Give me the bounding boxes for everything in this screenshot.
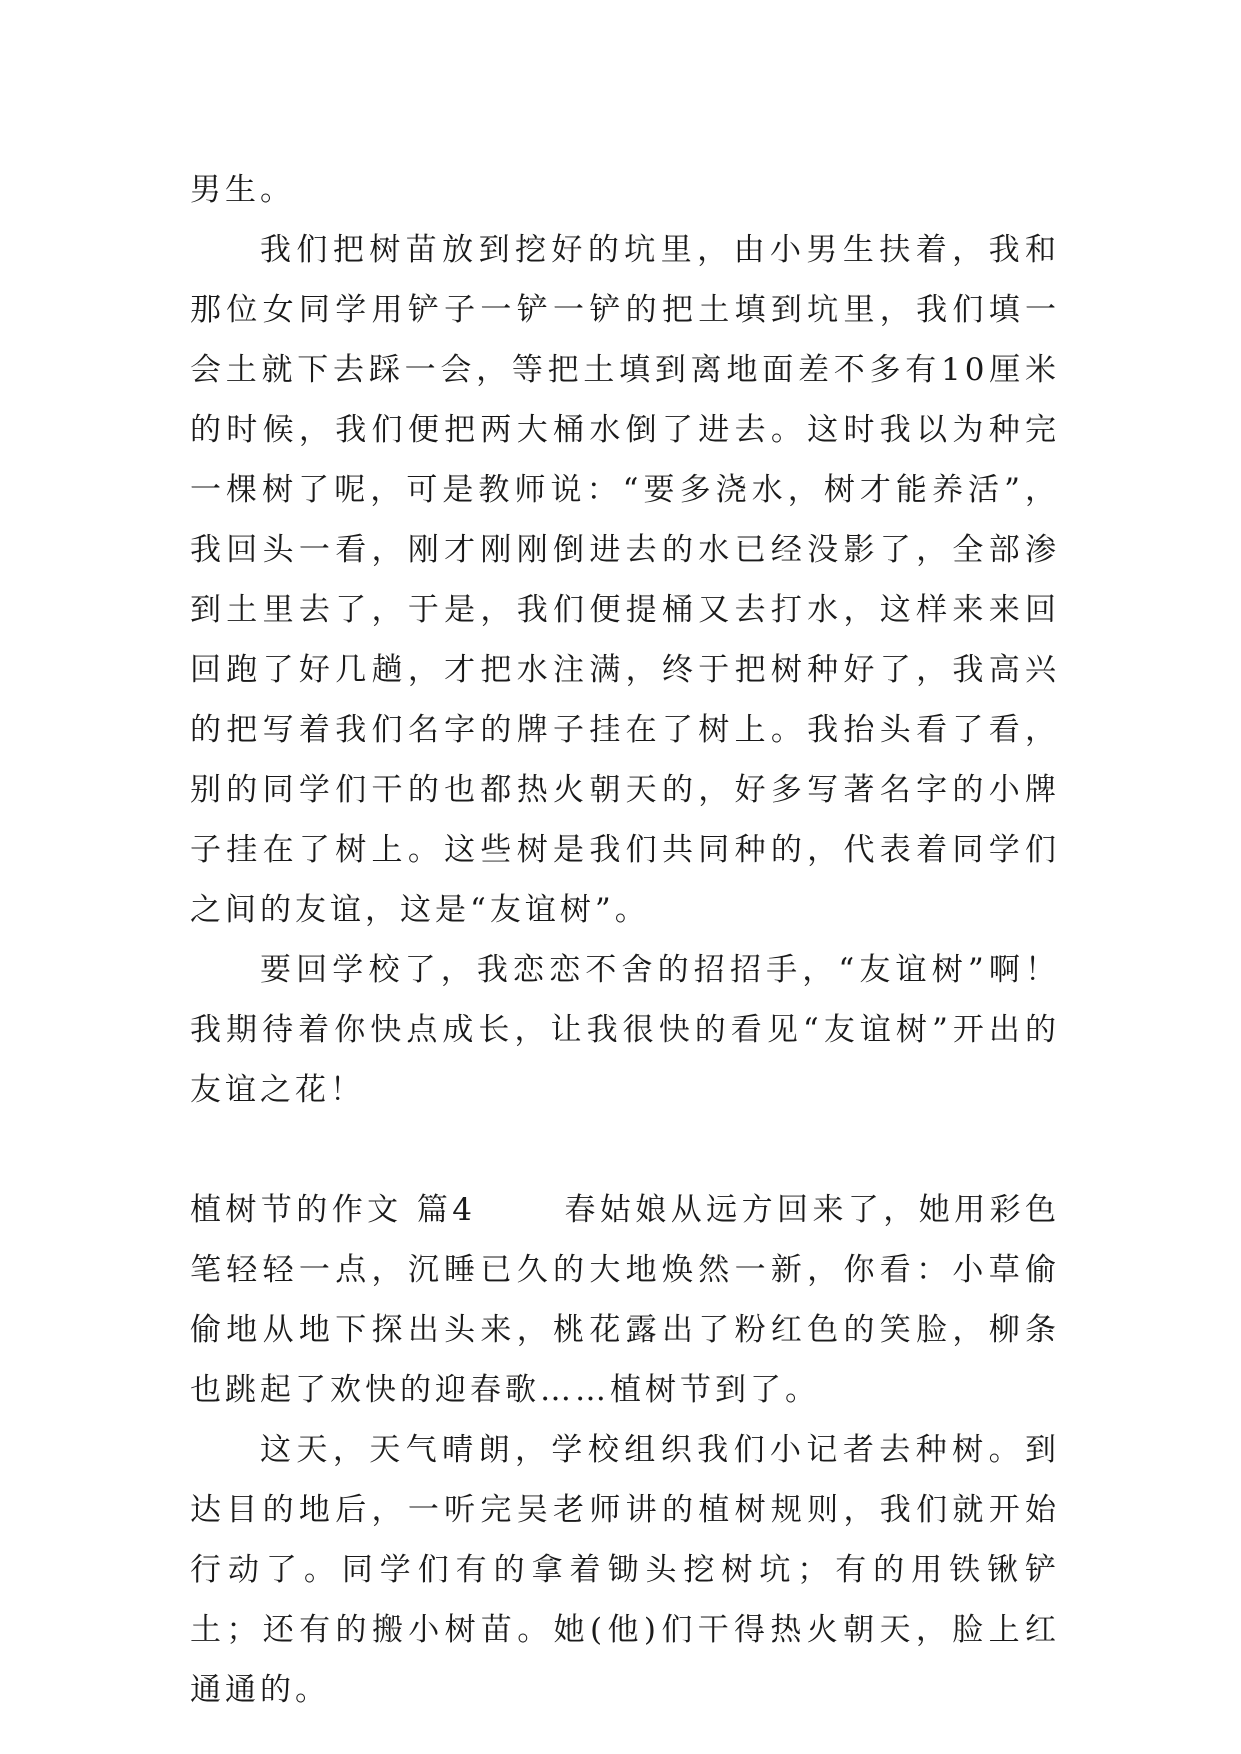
section-first-paragraph: 春姑娘从远方回来了，她用彩色笔轻轻一点，沉睡已久的大地焕然一新，你看：小草偷偷地从地下探出头来，桃花露出了粉红色的笑脸，柳条也跳起了欢快的迎春歌……植树节到了。 [190,1192,1061,1408]
document-body [190,160,1060,1720]
section-spacer [190,1120,1060,1180]
paragraph-continuation: 男生。 [190,172,295,208]
section-4-paragraph [190,1180,1060,1420]
section-title: 植树节的作文 篇4 [190,1192,477,1228]
paragraph-farewell: 要回学校了，我恋恋不舍的招招手，“友谊树”啊！我期待着你快点成长，让我很快的看见“友谊树”开出的友谊之花！ [190,952,1060,1108]
paragraph-tree-planting-day: 这天，天气晴朗，学校组织我们小记者去种树。到达目的地后，一听完吴老师讲的植树规则，我们就开始行动了。同学们有的拿着锄头挖树坑；有的用铁锹铲土；还有的搬小树苗。她(他)们干得热火朝天，脸上红通通的。 [190,1432,1060,1708]
paragraph-planting: 我们把树苗放到挖好的坑里，由小男生扶着，我和那位女同学用铲子一铲一铲的把土填到坑里，我们填一会土就下去踩一会，等把土填到离地面差不多有10厘米的时候，我们便把两大桶水倒了进去。这时我以为种完一棵树了呢，可是教师说：“要多浇水，树才能养活”，我回头一看，刚才刚刚倒进去的水已经没影了，全部渗到土里去了，于是，我们便提桶又去打水，这样来来回回跑了好几趟，才把水注满，终于把树种好了，我高兴的把写着我们名字的牌子挂在了树上。我抬头看了看，别的同学们干的也都热火朝天的，好多写著名字的小牌子挂在了树上。这些树是我们共同种的，代表着同学们之间的友谊，这是“友谊树”。 [190,232,1060,928]
